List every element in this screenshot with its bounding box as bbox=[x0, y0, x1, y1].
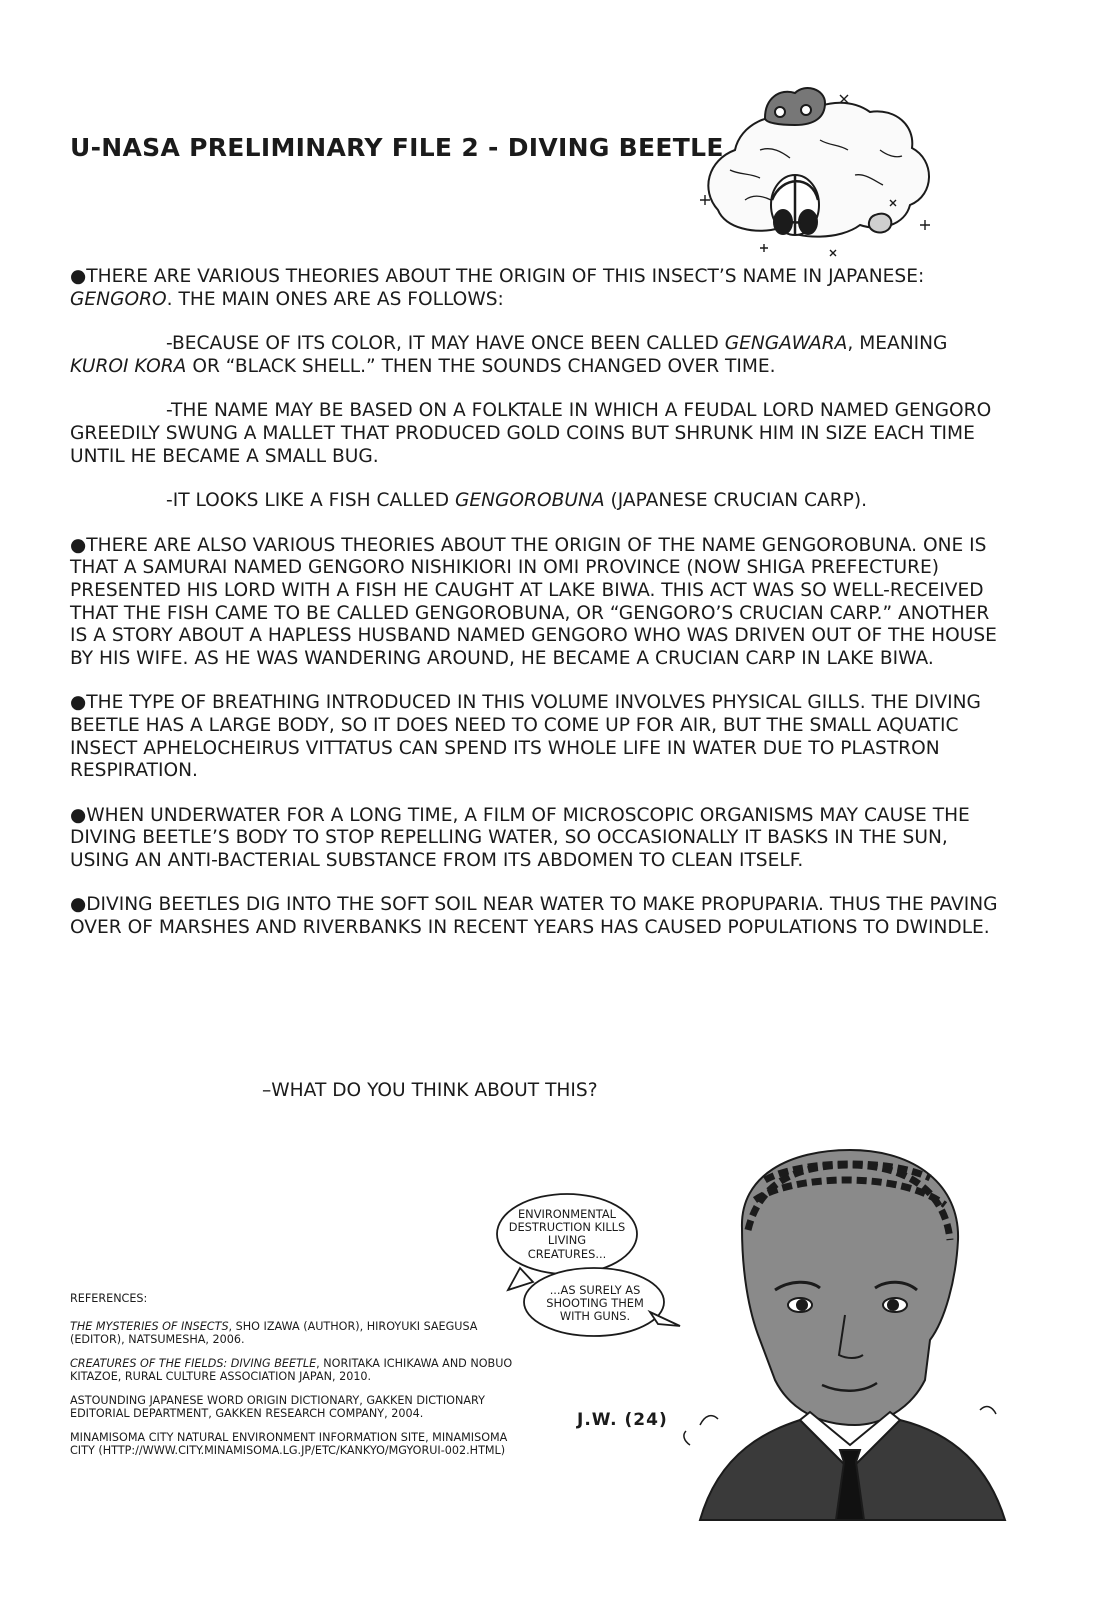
reference-item: MINAMISOMA CITY NATURAL ENVIRONMENT INFORMATION SITE, MINAMISOMA CITY (HTTP://WWW.CITY.MINAMISOMA.LG.JP/ETC/KANKYO/MGYORUI-002.HTML) bbox=[70, 1430, 508, 1457]
references-section bbox=[70, 1292, 525, 1468]
reference-item bbox=[70, 1357, 525, 1384]
character-portrait-drawing bbox=[684, 1150, 1005, 1520]
reference-item: ASTOUNDING JAPANESE WORD ORIGIN DICTIONARY, GAKKEN DICTIONARY EDITORIAL DEPARTMENT, GAKKEN RESEARCH COMPANY, 2004. bbox=[70, 1393, 485, 1420]
paragraph-name-origin bbox=[70, 266, 1005, 311]
paragraph-theory-folktale: -THE NAME MAY BE BASED ON A FOLKTALE IN WHICH A FEUDAL LORD NAMED GENGORO GREEDILY SWUNG A MALLET THAT PRODUCED GOLD COINS BUT SHRUNK HIM IN SIZE EACH TIME UNTIL HE BECAME A SMALL BUG. bbox=[70, 400, 992, 467]
text-run: -IT LOOKS LIKE A FISH CALLED bbox=[166, 490, 455, 512]
italic-term: KUROI KORA bbox=[70, 355, 187, 377]
reference-title: CREATURES OF THE FIELDS: DIVING BEETLE bbox=[70, 1356, 317, 1370]
text-run: ●THERE ARE VARIOUS THEORIES ABOUT THE ORIGIN OF THIS INSECT’S NAME IN JAPANESE: bbox=[70, 266, 925, 287]
article-body bbox=[70, 266, 1005, 962]
paragraph-theory-fish bbox=[70, 490, 1005, 513]
paragraph-breathing: ●THE TYPE OF BREATHING INTRODUCED IN THIS VOLUME INVOLVES PHYSICAL GILLS. THE DIVING BEETLE HAS A LARGE BODY, SO IT DOES NEED TO COME UP FOR AIR, BUT THE SMALL AQUATIC INSECT APHELOCHEIRUS VITTATUS CAN SPEND ITS WHOLE LIFE IN WATER DUE TO PLASTRON RESPIRATION. bbox=[70, 692, 981, 782]
text-run: . THE MAIN ONES ARE AS FOLLOWS: bbox=[166, 288, 504, 310]
text-run: , MEANING bbox=[847, 333, 948, 355]
diving-beetle-mound-drawing bbox=[700, 88, 930, 256]
paragraph-theory-color bbox=[70, 333, 1005, 378]
speech-bubble-text-1: ENVIRONMENTAL DESTRUCTION KILLS LIVING CREATURES... bbox=[508, 1207, 626, 1261]
reference-detail: , NORITAKA ICHIKAWA AND NOBUO KITAZOE, RURAL CULTURE ASSOCIATION JAPAN, 2010. bbox=[70, 1356, 513, 1383]
speech-bubble-text-2: ...AS SURELY AS SHOOTING THEM WITH GUNS. bbox=[546, 1283, 644, 1324]
closing-question: –WHAT DO YOU THINK ABOUT THIS? bbox=[262, 1080, 598, 1101]
page-title: U-NASA PRELIMINARY FILE 2 - DIVING BEETLE bbox=[70, 133, 724, 162]
paragraph-gengorobuna: ●THERE ARE ALSO VARIOUS THEORIES ABOUT THE ORIGIN OF THE NAME GENGOROBUNA. ONE IS THAT A SAMURAI NAMED GENGORO NISHIKIORI IN OMI PROVINCE (NOW SHIGA PREFECTURE) PRESENTED HIS LORD WITH A FISH HE CAUGHT AT LAKE BIWA. THIS ACT WAS SO WELL-RECEIVED THAT THE FISH CAME TO BE CALLED GENGOROBUNA, OR “GENGORO’S CRUCIAN CARP.” ANOTHER IS A STORY ABOUT A HAPLESS HUSBAND NAMED GENGORO WHO WAS DRIVEN OUT OF THE HOUSE BY HIS WIFE. AS HE WAS WANDERING AROUND, HE BECAME A CRUCIAN CARP IN LAKE BIWA. bbox=[70, 534, 997, 669]
author-signature: J.W. (24) bbox=[577, 1410, 668, 1430]
italic-term: GENGORO bbox=[70, 288, 167, 310]
text-run: -BECAUSE OF ITS COLOR, IT MAY HAVE ONCE BEEN CALLED bbox=[166, 333, 725, 355]
reference-detail: , SHO IZAWA (AUTHOR), HIROYUKI SAEGUSA (EDITOR), NATSUMESHA, 2006. bbox=[70, 1319, 478, 1346]
references-heading: REFERENCES: bbox=[70, 1292, 148, 1305]
text-run: OR “BLACK SHELL.” THEN THE SOUNDS CHANGED OVER TIME. bbox=[186, 355, 776, 377]
text-run: (JAPANESE CRUCIAN CARP). bbox=[604, 490, 868, 512]
reference-title: THE MYSTERIES OF INSECTS bbox=[70, 1319, 229, 1333]
italic-term: GENGAWARA bbox=[724, 333, 848, 355]
italic-term: GENGOROBUNA bbox=[454, 490, 605, 512]
paragraph-basking: ●WHEN UNDERWATER FOR A LONG TIME, A FILM OF MICROSCOPIC ORGANISMS MAY CAUSE THE DIVING BEETLE’S BODY TO STOP REPELLING WATER, SO OCCASIONALLY IT BASKS IN THE SUN, USING AN ANTI-BACTERIAL SUBSTANCE FROM ITS ABDOMEN TO CLEAN ITSELF. bbox=[70, 804, 970, 871]
reference-item bbox=[70, 1320, 525, 1347]
paragraph-habitat: ●DIVING BEETLES DIG INTO THE SOFT SOIL NEAR WATER TO MAKE PROPUPARIA. THUS THE PAVING OVER OF MARSHES AND RIVERBANKS IN RECENT YEARS HAS CAUSED POPULATIONS TO DWINDLE. bbox=[70, 894, 998, 939]
